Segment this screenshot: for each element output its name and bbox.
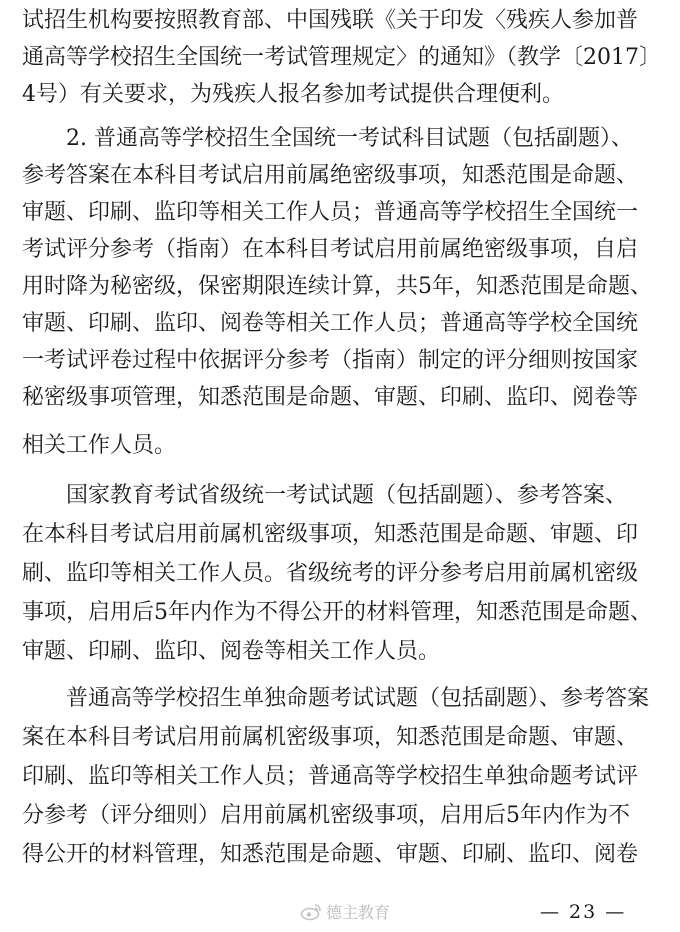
text-line: 4号）有关要求，为残疾人报名参加考试提供合理便利。	[22, 82, 564, 107]
text-line: 得公开的材料管理，知悉范围是命题、审题、印刷、监印、阅卷	[22, 842, 639, 867]
text-line: 分参考（评分细则）启用前属机密级事项，启用后5年内作为不	[22, 803, 630, 828]
watermark	[300, 900, 390, 923]
text-line: 印刷、监印等相关工作人员；普通高等学校招生单独命题考试评	[22, 764, 639, 789]
text-line: 审题、印刷、监印、阅卷等相关工作人员；普通高等学校全国统	[22, 311, 639, 336]
text-line: 通高等学校招生全国统一考试管理规定〉的通知》（教学〔2017〕	[22, 45, 661, 70]
weibo-icon	[300, 903, 322, 921]
page-number: — 23 —	[540, 901, 627, 923]
text-line: 在本科目考试启用前属机密级事项，知悉范围是命题、审题、印	[22, 522, 639, 547]
text-line: 刷、监印等相关工作人员。省级统考的评分参考启用前属机密级	[22, 561, 639, 586]
text-line: 相关工作人员。	[22, 433, 177, 458]
text-line: 审题、印刷、监印等相关工作人员；普通高等学校招生全国统一	[22, 200, 639, 225]
text-line: 普通高等学校招生单独命题考试试题（包括副题）、参考答案	[66, 686, 650, 711]
text-line: 一考试评卷过程中依据评分参考（指南）制定的评分细则按国家	[22, 348, 639, 373]
text-line: 考试评分参考（指南）在本科目考试启用前属绝密级事项，自启	[22, 237, 639, 262]
text-line: 试招生机构要按照教育部、中国残联《关于印发〈残疾人参加普	[22, 8, 639, 33]
watermark-text: 德主教育	[326, 903, 391, 922]
text-line: 案在本科目考试启用前属机密级事项，知悉范围是命题、审题、	[22, 725, 639, 750]
text-line: 参考答案在本科目考试启用前属绝密级事项，知悉范围是命题、	[22, 163, 639, 188]
text-line: 2. 普通高等学校招生全国统一考试科目试题（包括副题）、	[66, 126, 633, 151]
text-line: 事项，启用后5年内作为不得公开的材料管理，知悉范围是命题、	[22, 600, 652, 625]
text-line: 审题、印刷、监印、阅卷等相关工作人员。	[22, 639, 441, 664]
text-line: 用时降为秘密级，保密期限连续计算，共5年，知悉范围是命题、	[22, 274, 652, 299]
text-line: 秘密级事项管理，知悉范围是命题、审题、印刷、监印、阅卷等	[22, 385, 639, 410]
text-line: 国家教育考试省级统一考试试题（包括副题）、参考答案、	[66, 483, 628, 508]
